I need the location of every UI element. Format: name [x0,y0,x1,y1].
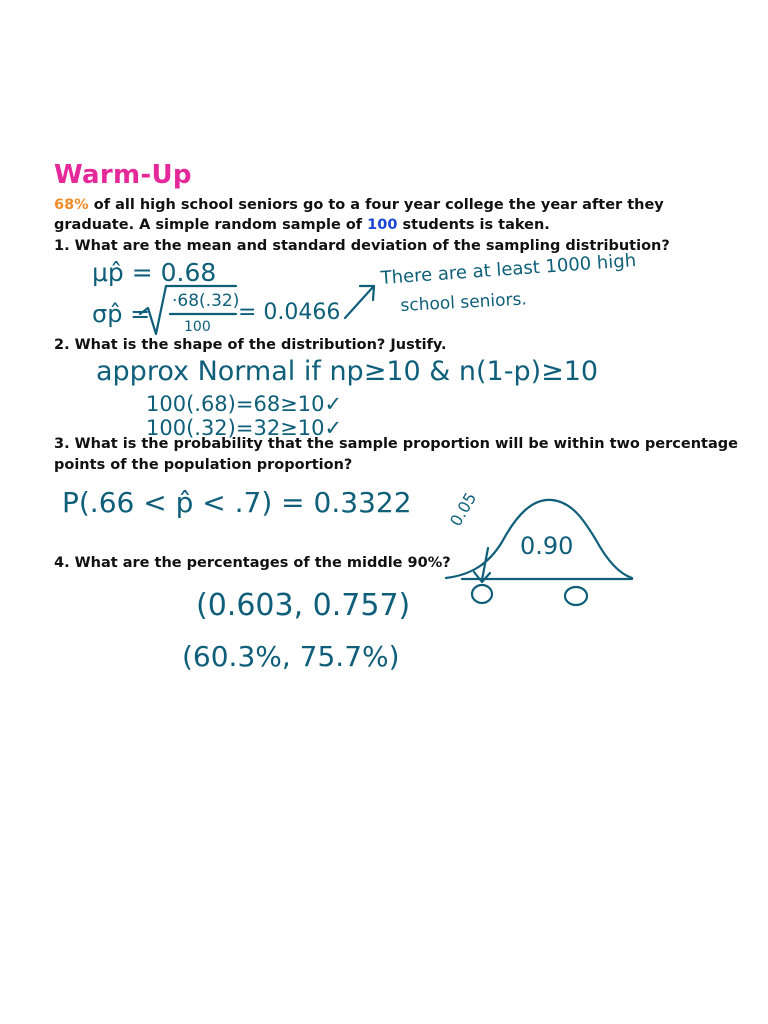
answer-sd-result: = 0.0466 [238,300,341,325]
answer-sd-denominator: 100 [184,319,211,335]
note-line-2: school seniors. [400,289,528,316]
sample-size: 100 [367,217,398,233]
question-3-line-2: points of the population proportion? [54,457,353,473]
intro-line-1 [54,195,664,215]
intro-line-2-start: graduate. A simple random sample of [54,217,368,233]
answer-sd-label: σp̂ = [92,300,151,328]
question-3-line-1: 3. What is the probability that the sample proportion will be within two percentage [54,436,738,452]
right-cutoff-mark [565,587,587,605]
answer-probability: P(.66 < p̂ < .7) = 0.3322 [62,486,412,519]
page-title: Warm-Up [54,160,192,190]
question-1: 1. What are the mean and standard deviation of the sampling distribution? [54,238,670,254]
intro-line-1-text: of all high school seniors go to a four year college the year after they [88,197,664,213]
tail-arrow-head [474,572,490,582]
tail-arrow [482,548,488,580]
question-2: 2. What is the shape of the distribution? Justify. [54,337,447,353]
intro-line-2-end: students is taken. [397,217,550,233]
answer-interval-percent: (60.3%, 75.7%) [182,640,400,673]
answer-interval: (0.603, 0.757) [196,588,411,623]
curve-center-label: 0.90 [520,532,574,560]
answer-shape: approx Normal if np≥10 & n(1-p)≥10 [96,356,599,387]
question-4: 4. What are the percentages of the middle 90%? [54,555,451,571]
answer-check-1: 100(.68)=68≥10✓ [146,392,343,416]
answer-check-2: 100(.32)=32≥10✓ [146,416,343,440]
note-line-1: There are at least 1000 high [380,250,637,289]
curve-tail-label: 0.05 [446,489,481,530]
note-arrow [345,287,373,318]
intro-percent: 68% [54,197,89,213]
answer-sd-numerator: ·68(.32) [172,291,240,311]
answer-mean: μp̂ = 0.68 [92,258,217,287]
left-cutoff-mark [472,585,492,603]
intro-line-2 [54,215,550,235]
note-arrow-head [360,286,374,300]
